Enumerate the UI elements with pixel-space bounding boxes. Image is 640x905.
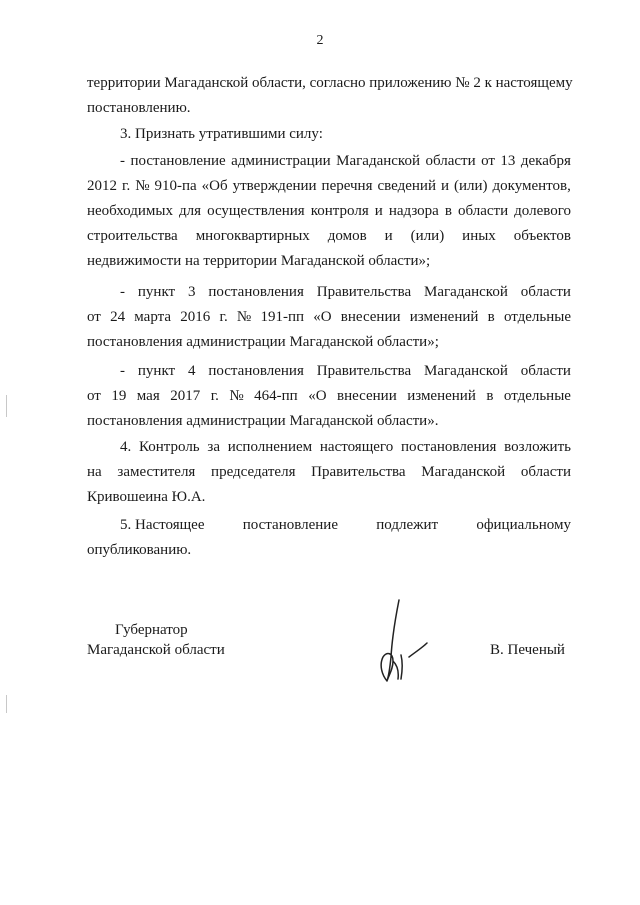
paragraph-repeal-item-3 (87, 359, 571, 434)
paragraph-repeal-heading (87, 122, 571, 147)
text-line: от 24 марта 2016 г. № 191-пп «О внесении изменений в отдельные (87, 309, 571, 325)
text-line: опубликованию. (87, 542, 192, 558)
signatory-name: В. Печеный (490, 642, 565, 658)
page-number: 2 (316, 33, 324, 48)
text-line: 2012 г. № 910-па «Об утверждении перечня сведений и (или) документов, (87, 178, 571, 194)
text-line: Кривошеина Ю.А. (87, 489, 206, 505)
text-line: - пункт 4 постановления Правительства Магаданской области (120, 363, 571, 379)
text-line: территории Магаданской области, согласно приложению № 2 к настоящему (87, 75, 573, 91)
text-line: - постановление администрации Магаданской области от 13 декабря (120, 153, 571, 169)
text-line: 3. Признать утратившими силу: (120, 126, 323, 142)
signatory-title-line: Губернатор (115, 622, 188, 638)
text-line: необходимых для осуществления контроля и надзора в области долевого (87, 203, 571, 219)
text-line: 4. Контроль за исполнением настоящего постановления возложить (120, 439, 571, 455)
paragraph-repeal-item-2 (87, 280, 571, 355)
scan-edge-mark (6, 695, 7, 713)
text-line-spaced: 5. Настоящее постановление подлежит официальному (120, 517, 571, 533)
signatory-title-line: Магаданской области (87, 642, 225, 658)
text-line: недвижимости на территории Магаданской области»; (87, 253, 431, 269)
text-line: от 19 мая 2017 г. № 464-пп «О внесении изменений в отдельные (87, 388, 571, 404)
text-line: постановления администрации Магаданской области». (87, 413, 439, 429)
paragraph-appendix-ref (87, 71, 571, 121)
text-line: - пункт 3 постановления Правительства Магаданской области (120, 284, 571, 300)
text-line: постановлению. (87, 100, 191, 116)
text-line-spaced: на заместителя председателя Правительства Магаданской области (87, 464, 571, 480)
handwritten-signature (365, 595, 445, 695)
text-line-spaced: строительства многоквартирных домов и (или) иных объектов (87, 228, 571, 244)
scan-edge-mark (6, 395, 7, 417)
paragraph-control (87, 435, 571, 510)
paragraph-publication (87, 513, 571, 563)
paragraph-repeal-item-1 (87, 149, 571, 274)
text-line: постановления администрации Магаданской области»; (87, 334, 439, 350)
signatory-title (87, 620, 225, 660)
